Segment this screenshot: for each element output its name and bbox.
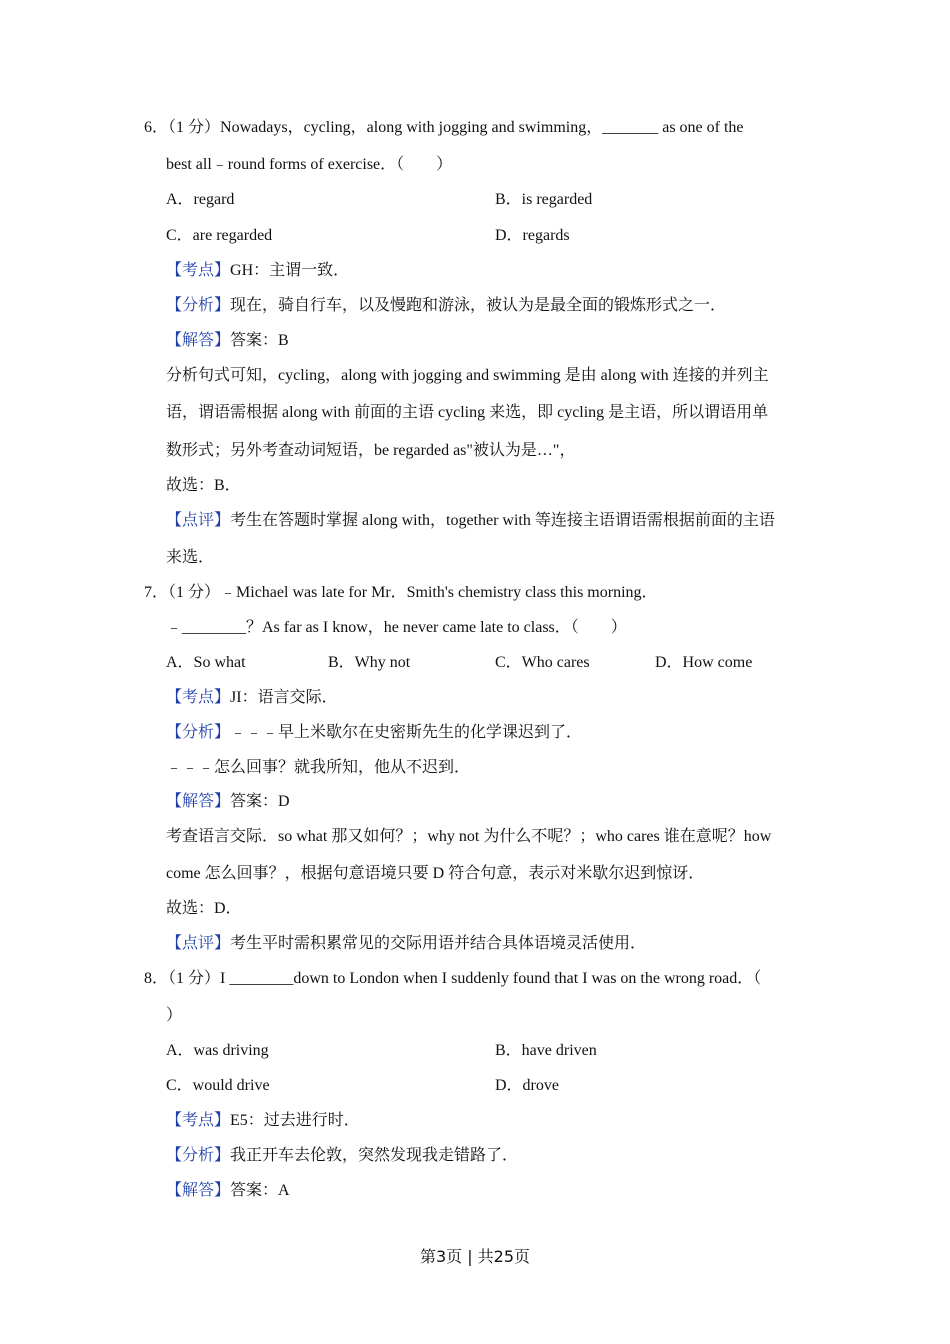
- q6-detail-line1: 分析句式可知，cycling，along with jogging and swimming 是由 along with 连接的并列主: [166, 367, 769, 384]
- q8-stem-text: I ________down to London when I suddenly found that I was on the wrong road．（: [220, 970, 762, 987]
- q6-score: （1 分）: [168, 119, 221, 136]
- q7-detail-line1: 考查语言交际．so what 那又如何？；why not 为什么不呢？；who cares 谁在意呢？how: [166, 828, 772, 845]
- q7-kaodian: [166, 688, 338, 708]
- dianping-tag: 【点评】: [166, 935, 231, 952]
- q6-option-a: A．regard: [166, 191, 235, 208]
- q8-jieda-text: 答案：A: [230, 1182, 290, 1199]
- page-footer: 第3页 | 共25页: [419, 1247, 531, 1266]
- q7-option-c: C．Who cares: [495, 654, 590, 671]
- q6-dianping: [166, 511, 775, 531]
- q8-fenxi: [166, 1146, 518, 1166]
- q7-number: 7．: [144, 584, 169, 601]
- q7-stem-line2: ﹣________？As far as I know，he never came late to class．（ ）: [166, 619, 627, 636]
- q6-jieda: [166, 331, 289, 351]
- q6-detail-line2: 语，谓语需根据 along with 前面的主语 cycling 来选，即 cycling 是主语，所以谓语用单: [166, 404, 769, 421]
- q6-number: 6．: [144, 119, 169, 136]
- q6-option-c: C．are regarded: [166, 227, 273, 244]
- q6-stem-text: Nowadays，cycling，along with jogging and swimming，_______ as one of the: [220, 119, 744, 136]
- q7-option-d: D．How come: [655, 654, 753, 671]
- q7-dianping: [166, 934, 646, 954]
- q6-jieda-text: 答案：B: [230, 332, 289, 349]
- q7-score: （1 分）: [168, 584, 221, 601]
- q8-number: 8．: [144, 970, 169, 987]
- q8-kaodian: [166, 1111, 360, 1131]
- q7-fenxi-text: ﹣﹣﹣早上米歇尔在史密斯先生的化学课迟到了．: [230, 724, 583, 741]
- q6-option-b: B．is regarded: [495, 191, 593, 208]
- q8-jieda: [166, 1181, 290, 1201]
- q7-jieda-text: 答案：D: [230, 793, 290, 810]
- q7-dianping-text: 考生平时需积累常见的交际用语并结合具体语境灵活使用．: [230, 935, 647, 952]
- jieda-tag: 【解答】: [166, 793, 231, 810]
- dianping-tag: 【点评】: [166, 512, 231, 529]
- q6-stem-line1: [144, 118, 744, 138]
- q6-detail-line3: 数形式；另外考查动词短语，be regarded as"被认为是…"，: [166, 442, 576, 459]
- q7-fenxi-line2: ﹣﹣﹣怎么回事？就我所知，他从不迟到．: [166, 759, 471, 776]
- q7-kaodian-text: JI：语言交际．: [230, 689, 338, 706]
- q8-kaodian-text: E5：过去进行时．: [230, 1112, 360, 1129]
- q6-fenxi-text: 现在，骑自行车，以及慢跑和游泳，被认为是最全面的锻炼形式之一．: [230, 297, 727, 314]
- q8-fenxi-text: 我正开车去伦敦，突然发现我走错路了．: [230, 1147, 519, 1164]
- q6-dianping-text: 考生在答题时掌握 along with，together with 等连接主语谓语需根据前面的主语: [230, 512, 775, 529]
- q7-stem-text: ﹣Michael was late for Mr．Smith's chemistry class this morning．: [220, 584, 658, 601]
- q6-fenxi: [166, 296, 726, 316]
- q6-kaodian: [166, 261, 349, 281]
- q7-detail-line2: come 怎么回事？，根据句意语境只要 D 符合句意，表示对米歇尔迟到惊讶．: [166, 865, 705, 882]
- q8-option-a: A．was driving: [166, 1042, 269, 1059]
- q8-option-b: B．have driven: [495, 1042, 597, 1059]
- fenxi-tag: 【分析】: [166, 724, 231, 741]
- q8-option-d: D．drove: [495, 1077, 559, 1094]
- fenxi-tag: 【分析】: [166, 297, 231, 314]
- q7-stem-line1: [144, 583, 658, 603]
- q7-fenxi: [166, 723, 582, 743]
- q6-stem-line2: best all﹣round forms of exercise．（ ）: [166, 156, 453, 173]
- jieda-tag: 【解答】: [166, 1182, 231, 1199]
- kaodian-tag: 【考点】: [166, 1112, 231, 1129]
- q8-stem-line1: [144, 969, 761, 989]
- q7-guxuan: 故选：D．: [166, 900, 242, 917]
- jieda-tag: 【解答】: [166, 332, 231, 349]
- q6-dianping-line2: 来选．: [166, 549, 215, 566]
- q7-jieda: [166, 792, 290, 812]
- kaodian-tag: 【考点】: [166, 689, 231, 706]
- kaodian-tag: 【考点】: [166, 262, 231, 279]
- q6-kaodian-text: GH：主谓一致．: [230, 262, 350, 279]
- q7-option-b: B．Why not: [328, 654, 411, 671]
- q8-score: （1 分）: [168, 970, 221, 987]
- q6-option-d: D．regards: [495, 227, 570, 244]
- q8-option-c: C．would drive: [166, 1077, 270, 1094]
- q6-guxuan: 故选：B．: [166, 477, 241, 494]
- fenxi-tag: 【分析】: [166, 1147, 231, 1164]
- q7-option-a: A．So what: [166, 654, 246, 671]
- q8-stem-line2: ）: [166, 1007, 183, 1024]
